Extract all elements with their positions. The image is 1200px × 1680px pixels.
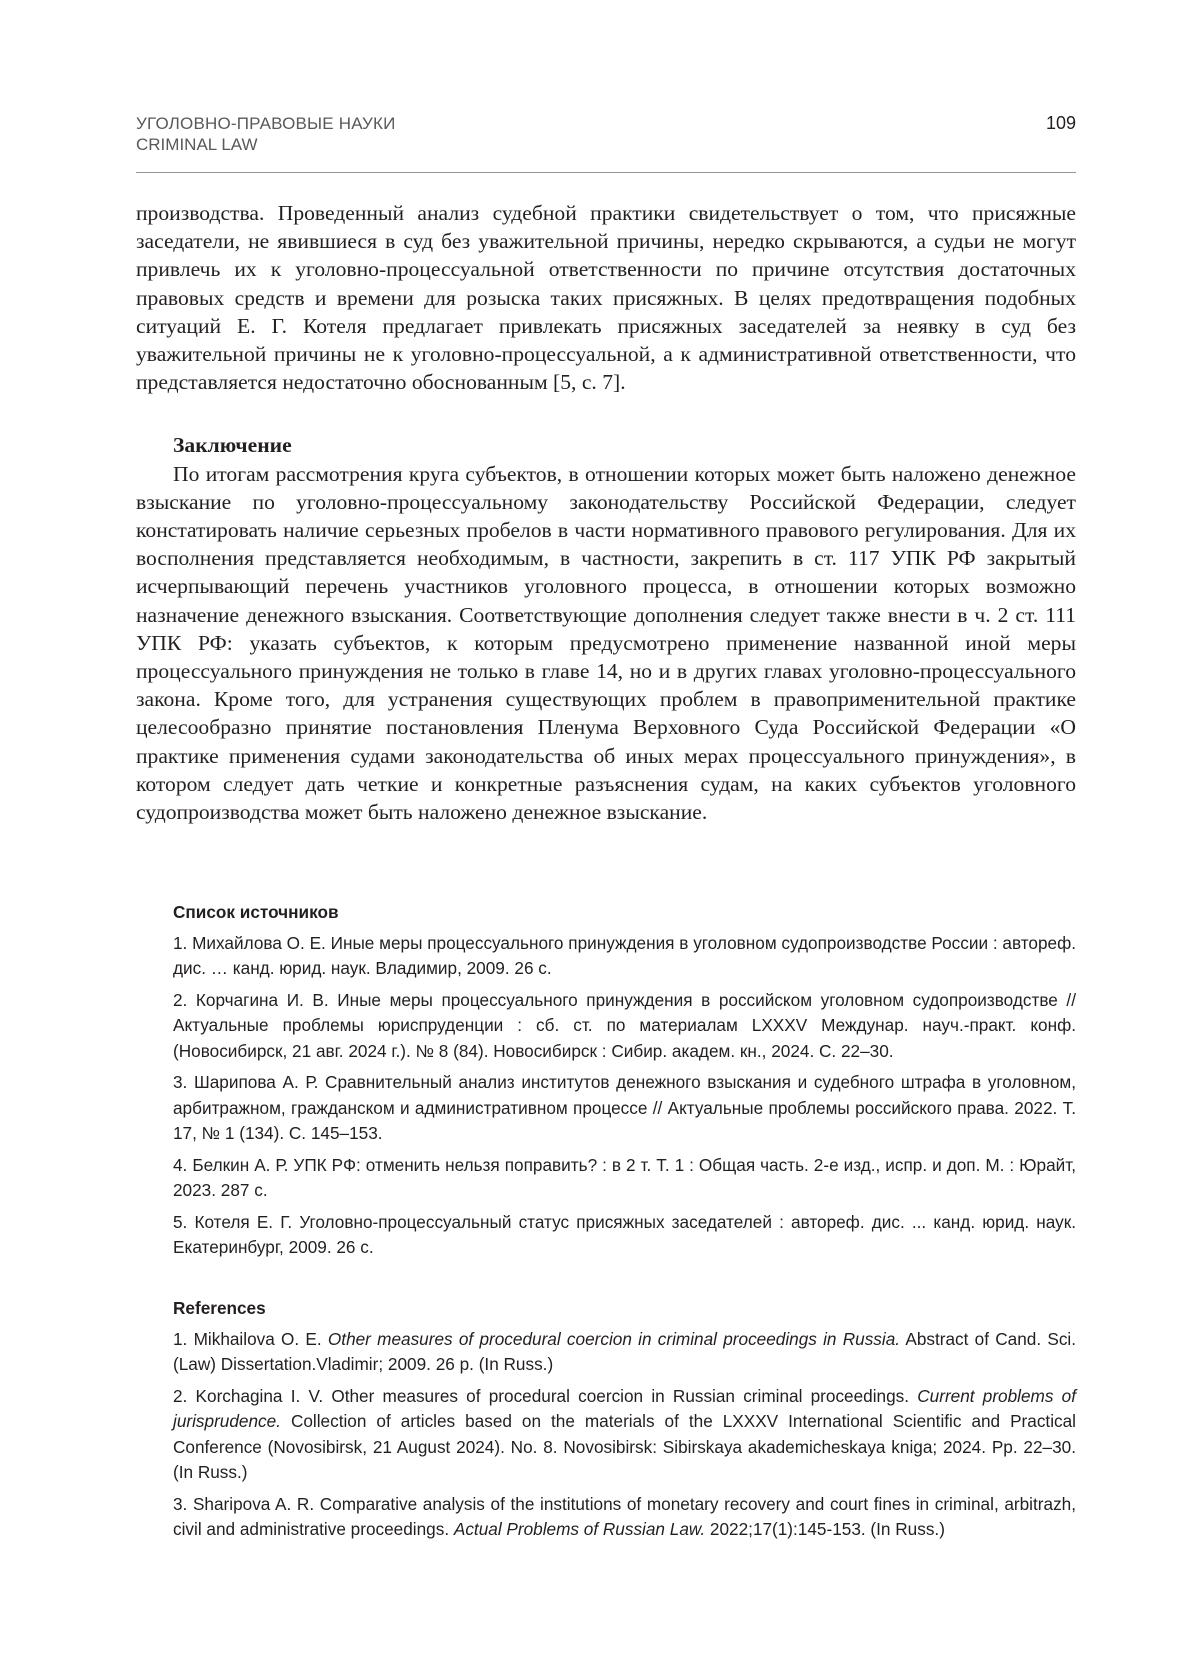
source-item: 2. Корчагина И. В. Иные меры процессуального принуждения в российском уголовном судопроизводстве // Актуальные проблемы юриспруденции : сб. ст. по материалам LXXXV Междунар. науч.-практ. конф. (Новосибирск, 21 авг. 2024 г.). № 8 (84). Новосибирск : Сибир. академ. кн., 2024. С. 22–30. <box>173 989 1076 1061</box>
reference-text: 3. Sharipova A. R. Comparative analysis of the institutions of monetary recovery and court fines in criminal, arbitrazh, civil and administrative proceedings. <box>173 1493 1076 1539</box>
reference-text: 2. Korchagina I. V. Other measures of procedural coercion in Russian criminal proceedings. <box>173 1385 918 1406</box>
references-list <box>173 1327 1076 1543</box>
reference-title-italic: Current problems of jurisprudence. <box>173 1385 1076 1431</box>
sources-list <box>173 931 1076 1261</box>
page-number: 109 <box>1045 113 1076 133</box>
source-item: 1. Михайлова О. Е. Иные меры процессуального принуждения в уголовном судопроизводстве России : автореф. дис. … канд. юрид. наук. Владимир, 2009. 26 с. <box>173 932 1076 978</box>
conclusion-heading: Заключение <box>173 433 292 458</box>
running-header <box>136 113 1076 155</box>
reference-title-italic: Other measures of procedural coercion in criminal proceedings in Russia. <box>327 1328 901 1349</box>
reference-item <box>173 1384 1076 1486</box>
reference-text: Abstract of Cand. Sci. (Law) Dissertation.Vladimir; 2009. 26 p. (In Russ.) <box>173 1328 1077 1374</box>
conclusion-paragraph: По итогам рассмотрения круга субъектов, в отношении которых может быть наложено денежное взыскание по уголовно-процессуальному законодательству Российской Федерации, следует констатировать наличие серьезных пробелов в части нормативного правового регулирования. Для их восполнения представляется необходимым, в частности, закрепить в ст. 117 УПК РФ закрытый исчерпывающий перечень участников уголовного процесса, в отношении которых возможно назначение денежного взыскания. Соответствующие дополнения следует также внести в ч. 2 ст. 111 УПК РФ: указать субъектов, к которым предусмотрено применение названной иной меры процессуального принуждения не только в главе 14, но и в других главах уголовно-процессуального закона. Кроме того, для устранения существующих проблем в правоприменительной практике целесообразно принятие постановления Пленума Верховного Суда Российской Федерации «О практике применения судами законодательства об иных мерах процессуального принуждения», в котором следует дать четкие и конкретные разъяснения судам, на каких субъектов уголовного судопроизводства может быть наложено денежное взыскание. <box>136 461 1076 825</box>
continued-paragraph: производства. Проведенный анализ судебной практики свидетельствует о том, что присяжные заседатели, не явившиеся в суд без уважительной причины, нередко скрываются, а судьи не могут привлечь их к уголовно-процессуальной ответственности по причине отсутствия достаточных правовых средств и времени для розыска таких присяжных. В целях предотвращения подобных ситуаций Е. Г. Котеля предлагает привлекать присяжных заседателей за неявку в суд без уважительной причины не к уголовно-процессуальной, а к административной ответственности, что представляется недостаточно обоснованным [5, с. 7]. <box>136 201 1076 395</box>
sources-section <box>173 900 1076 1267</box>
article-body <box>136 199 1076 826</box>
header-divider <box>136 172 1076 173</box>
source-item: 3. Шарипова А. Р. Сравнительный анализ институтов денежного взыскания и судебного штрафа в уголовном, арбитражном, гражданском и административном процессе // Актуальные проблемы российского права. 2022. Т. 17, № 1 (134). С. 145–153. <box>173 1072 1076 1143</box>
references-heading: References <box>173 1298 266 1318</box>
reference-text: 1. Mikhailova O. E. <box>173 1328 328 1349</box>
reference-title-italic: Actual Problems of Russian Law. <box>453 1519 706 1539</box>
reference-text: Collection of articles based on the materials of the LXXXV International Scientific and Practical Conference (Novosibirsk, 21 August 2024). No. 8. Novosibirsk: Sibirskaya akademicheskaya kniga; 2024. Pp. 22–30. (In Russ.) <box>173 1411 1076 1482</box>
references-section <box>173 1296 1076 1549</box>
journal-section-title-en: CRIMINAL LAW <box>136 135 258 154</box>
sources-heading: Список источников <box>173 902 339 922</box>
source-item: 5. Котеля Е. Г. Уголовно-процессуальный статус присяжных заседателей : автореф. дис. ... канд. юрид. наук. Екатеринбург, 2009. 26 с. <box>173 1211 1076 1257</box>
source-item: 4. Белкин А. Р. УПК РФ: отменить нельзя поправить? : в 2 т. Т. 1 : Общая часть. 2-е изд., испр. и доп. М. : Юрайт, 2023. 287 с. <box>173 1154 1076 1200</box>
journal-section-title-ru: УГОЛОВНО-ПРАВОВЫЕ НАУКИ <box>136 114 396 133</box>
reference-text: 2022;17(1):145-153. (In Russ.) <box>705 1519 945 1539</box>
reference-item <box>173 1327 1076 1378</box>
reference-item <box>173 1492 1076 1543</box>
